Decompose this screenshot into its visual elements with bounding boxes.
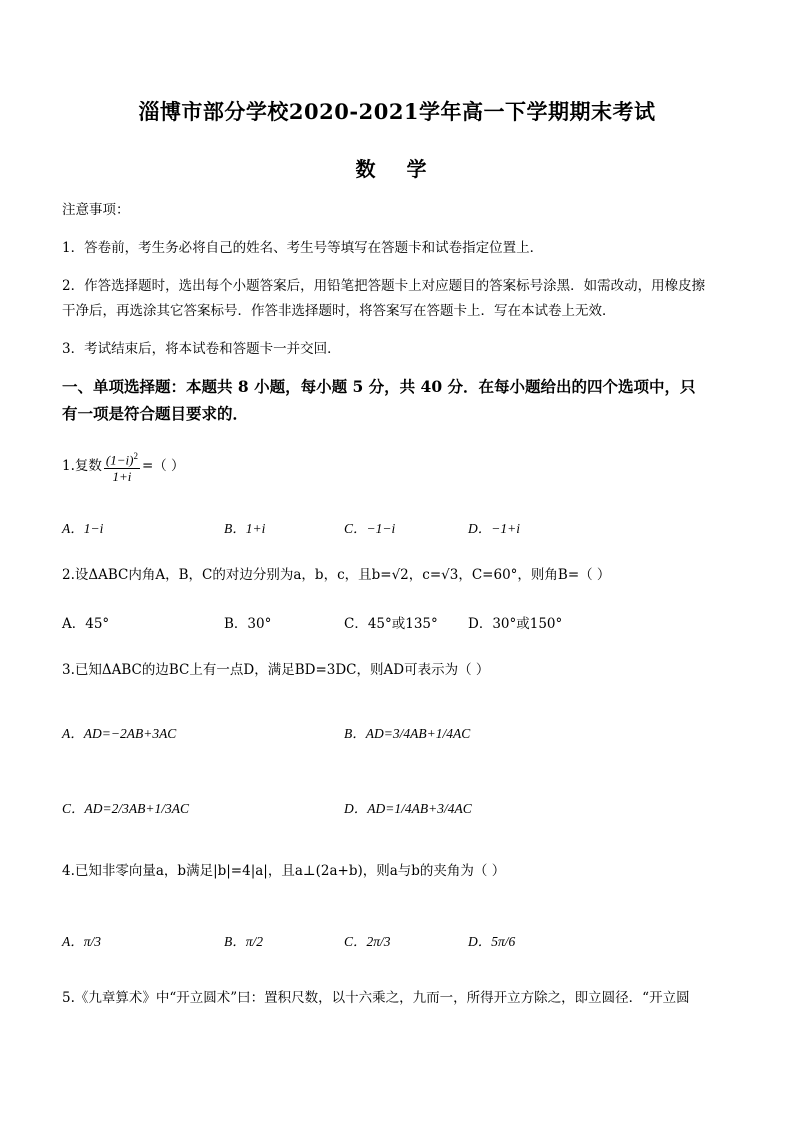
question-3-stem: 3.已知ΔABC的边BC上有一点D，满足BD=3DC，则AD可表示为（ ）: [62, 662, 490, 678]
note-item-1: 1．答卷前，考生务必将自己的姓名、考生号等填写在答题卡和试卷指定位置上．: [62, 240, 544, 256]
q3-option-c[interactable]: C．AD=2/3AB+1/3AC: [62, 801, 189, 816]
notes-heading: 注意事项：: [62, 202, 130, 218]
q1-fraction: [104, 448, 140, 485]
q1-prefix: 1.复数: [62, 458, 102, 475]
note-item-3: 3．考试结束后，将本试卷和答题卡一并交回．: [62, 341, 341, 357]
q4-option-d[interactable]: D．5π/6: [468, 934, 516, 949]
note-item-2: 2．作答选择题时，选出每个小题答案后，用铅笔把答题卡上对应题目的答案标号涂黑．如需改动，用橡皮擦: [62, 278, 706, 294]
q3-option-a[interactable]: A．AD=−2AB+3AC: [62, 726, 177, 741]
q3-option-b[interactable]: B．AD=3/4AB+1/4AC: [344, 726, 471, 741]
q1-option-c[interactable]: C．−1−i: [344, 521, 396, 536]
q4-option-c[interactable]: C．2π/3: [344, 934, 391, 949]
q1-option-a[interactable]: A．1−i: [62, 521, 104, 536]
question-1-stem: [62, 448, 185, 485]
question-5-stem: 5.《九章算术》中“开立圆术”曰：置积尺数，以十六乘之，九而一，所得开立方除之，即立圆径．“开立圆: [62, 990, 690, 1006]
q1-exponent: 2: [133, 451, 138, 461]
q1-suffix: =（ ）: [141, 458, 185, 475]
q1-option-b[interactable]: B．1+i: [224, 521, 266, 536]
subject-title: 数 学: [355, 157, 439, 181]
q2-option-b[interactable]: B．30°: [224, 616, 272, 632]
question-2-stem: 2.设ΔABC内角A，B，C的对边分别为a，b，c，且b=√2，c=√3，C=60°，则角B=（ ）: [62, 567, 611, 583]
exam-title: 淄博市部分学校2020-2021学年高一下学期期末考试: [138, 99, 656, 124]
section-heading-line1: 一、单项选择题：本题共 8 小题，每小题 5 分，共 40 分．在每小题给出的四个选项中，只: [62, 377, 696, 396]
q4-option-b[interactable]: B．π/2: [224, 934, 264, 949]
q1-option-d[interactable]: D．−1+i: [468, 521, 520, 536]
question-4-stem: 4.已知非零向量a，b满足|b|=4|a|，且a⊥(2a+b)，则a与b的夹角为（ ）: [62, 863, 506, 879]
note-item-2-cont: 干净后，再选涂其它答案标号．作答非选择题时，将答案写在答题卡上．写在本试卷上无效．: [62, 303, 616, 319]
q4-option-a[interactable]: A．π/3: [62, 934, 102, 949]
q2-option-d[interactable]: D．30°或150°: [468, 616, 563, 632]
section-heading-line2: 有一项是符合题目要求的．: [62, 404, 249, 423]
q2-option-c[interactable]: C．45°或135°: [344, 616, 438, 632]
q1-denominator: 1+i: [112, 469, 132, 485]
q1-numerator: (1−i): [105, 452, 134, 468]
q2-option-a[interactable]: A．45°: [62, 616, 110, 632]
q3-option-d[interactable]: D．AD=1/4AB+3/4AC: [344, 801, 472, 816]
